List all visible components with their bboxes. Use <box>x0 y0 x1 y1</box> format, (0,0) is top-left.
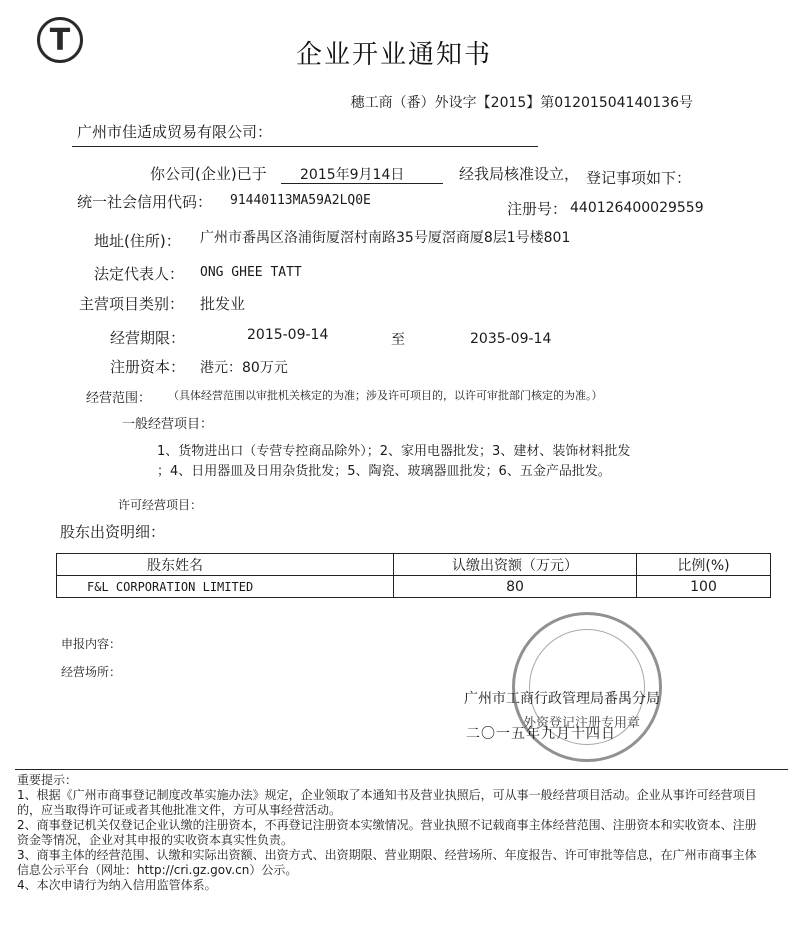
notes-heading: 重要提示： <box>17 773 78 787</box>
scope-note: （具体经营范围以审批机关核定的为准；涉及许可项目的，以许可审批部门核定的为准。） <box>168 389 603 402</box>
term-to: 至 <box>391 332 405 348</box>
notice-prefix: 你公司(企业)已于 <box>150 165 267 183</box>
capital-label: 注册资本： <box>110 358 186 376</box>
notes-divider <box>15 769 788 770</box>
document-title: 企业开业通知书 <box>295 40 492 70</box>
table-cell: 80 <box>394 576 637 598</box>
issue-date: 二〇一五年九月十四日 <box>466 726 616 742</box>
credit-code-value: 91440113MA59A2LQ0E <box>230 193 371 208</box>
notice-suffix: 经我局核准设立， <box>459 165 580 183</box>
recipient: 广州市佳适成贸易有限公司： <box>77 123 273 141</box>
shareholder-table <box>56 553 771 598</box>
notes-item: 2、商事登记机关仅登记企业认缴的注册资本，不再登记注册资本实缴情况。营业执照不记载商事主体经营范围、注册资本和实收资本、注册资金等情况，企业对其申报的实收资本真实性负责。 <box>17 818 757 847</box>
general-items-line2: ；4、日用器皿及日用杂货批发；5、陶瓷、玻璃器皿批发；6、五金产品批发。 <box>157 464 611 479</box>
address-value: 广州市番禺区洛浦街厦滘村南路35号厦滘商厦8层1号楼801 <box>200 230 571 246</box>
scope-label: 经营范围： <box>86 391 152 406</box>
term-label: 经营期限： <box>110 329 186 347</box>
credit-code-label: 统一社会信用代码： <box>77 193 213 211</box>
apply-content-label: 申报内容： <box>61 637 122 651</box>
term-end: 2035-09-14 <box>470 331 552 347</box>
notes-item: 4、本次申请行为纳入信用监管体系。 <box>17 878 217 892</box>
notice-date: 2015年9月14日 <box>300 167 405 183</box>
logo-t-icon: T <box>37 17 83 63</box>
table-header-cell: 认缴出资额（万元） <box>394 554 637 576</box>
table-header-row <box>57 554 771 576</box>
table-cell: 100 <box>637 576 771 598</box>
document-number: 穗工商（番）外设字【2015】第01201504140136号 <box>350 95 693 111</box>
capital-value: 港元：80万元 <box>200 360 288 376</box>
category-value: 批发业 <box>200 295 246 313</box>
important-notes <box>17 773 762 893</box>
issuing-authority: 广州市工商行政管理局番禺分局 <box>464 691 660 707</box>
seal-text: 外资登记注册专用章 <box>523 716 641 731</box>
general-items-line1: 1、货物进出口（专营专控商品除外）；2、家用电器批发；3、建材、装饰材料批发 <box>157 444 631 459</box>
reg-no-value: 440126400029559 <box>570 200 704 216</box>
term-start: 2015-09-14 <box>247 327 329 343</box>
notes-item: 3、商事主体的经营范围、认缴和实际出资额、出资方式、出资期限、营业期限、经营场所、年度报告、许可审批等信息，在广州市商事主体信息公示平台（网址：http://cri.gz.gov.cn）公示。 <box>17 848 757 877</box>
table-header-cell: 比例(%) <box>637 554 771 576</box>
legal-rep-label: 法定代表人： <box>94 265 185 283</box>
address-label: 地址(住所)： <box>94 232 181 250</box>
table-row <box>57 576 771 598</box>
notice-suffix2: 登记事项如下： <box>586 169 692 187</box>
business-place-label: 经营场所： <box>61 665 122 679</box>
general-items-label: 一般经营项目： <box>122 417 214 432</box>
shareholder-section-title: 股东出资明细： <box>60 523 166 541</box>
recipient-underline <box>72 146 538 147</box>
table-header-cell: 股东姓名 <box>57 554 394 576</box>
reg-no-label: 注册号： <box>507 200 568 218</box>
category-label: 主营项目类别： <box>79 295 185 313</box>
notice-date-underline <box>281 183 443 184</box>
legal-rep-value: ONG GHEE TATT <box>200 265 302 280</box>
table-cell: F&L CORPORATION LIMITED <box>57 576 394 598</box>
notes-item: 1、根据《广州市商事登记制度改革实施办法》规定，企业领取了本通知书及营业执照后，可从事一般经营项目活动。企业从事许可经营项目的，应当取得许可证或者其他批准文件，方可从事经营活动。 <box>17 788 757 817</box>
licensed-items-label: 许可经营项目： <box>118 498 203 512</box>
